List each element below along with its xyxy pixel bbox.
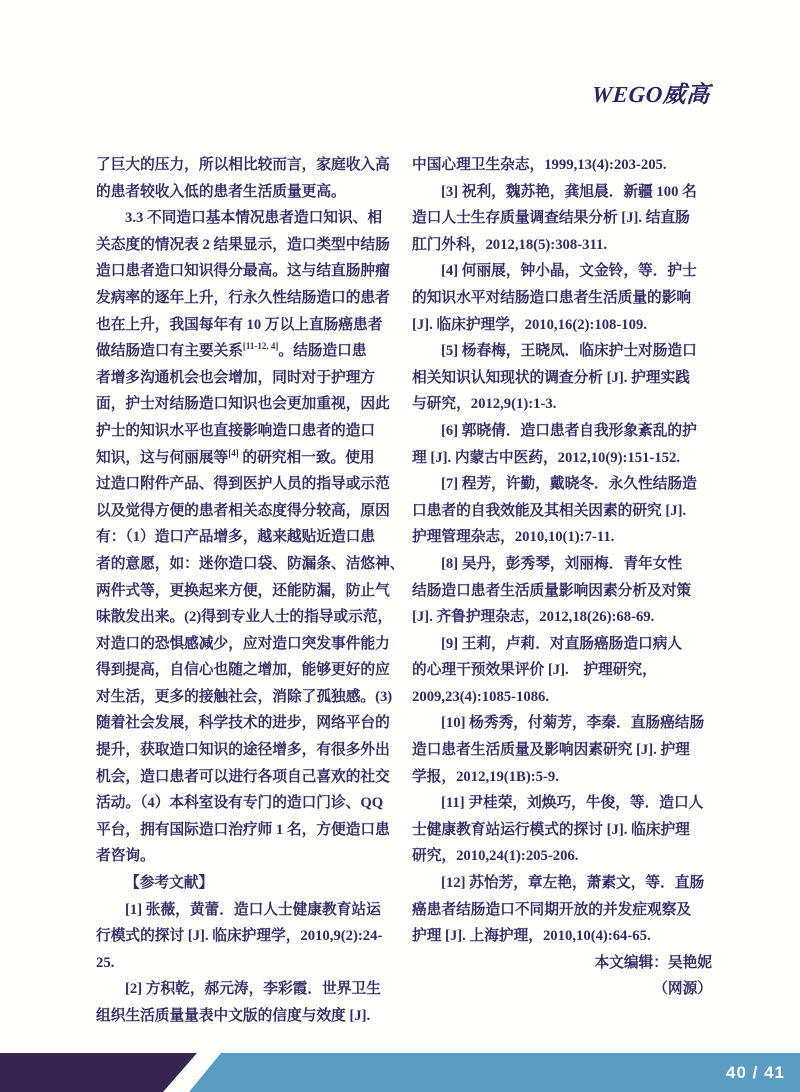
- text-line: 本文编辑：吴艳妮: [594, 954, 712, 971]
- left-text-column: [96, 152, 405, 1030]
- text-line: [5] 杨春梅，王晓凤．临床护士对肠造口: [441, 343, 697, 360]
- text-line: 士健康教育站运行模式的探讨 [J]. 临床护理: [412, 821, 690, 838]
- text-line: 肛门外科，2012,18(5):308-311.: [412, 236, 608, 253]
- citation-superscript: [4]: [228, 447, 239, 458]
- line-text: 。结肠造口患: [278, 343, 367, 360]
- text-line: [J]. 临床护理学，2010,16(2):108-109.: [412, 316, 647, 333]
- text-line: 研究，2010,24(1):205-206.: [412, 848, 579, 865]
- text-line: 关态度的情况表 2 结果显示，造口类型中结肠: [96, 236, 390, 253]
- text-line: 结肠造口患者生活质量影响因素分析及对策: [412, 582, 692, 599]
- text-line: 与研究，2012,9(1):1-3.: [412, 396, 557, 413]
- text-line: 造口患者生活质量及影响因素研究 [J]. 护理: [412, 742, 690, 759]
- text-line: 行模式的探讨 [J]. 临床护理学，2010,9(2):24-: [96, 928, 383, 945]
- text-line: [96, 338, 396, 365]
- text-line: 对造口的恐惧感减少，应对造口突发事件能力: [96, 635, 390, 652]
- text-line: 有：（1）造口产品增多，越来越贴近造口患: [96, 529, 376, 546]
- text-line: 平台，拥有国际造口治疗师 1 名，方便造口患: [96, 821, 390, 838]
- text-line: [6] 郭晓倩．造口患者自我形象紊乱的护: [441, 422, 697, 439]
- text-line: 的心理干预效果评价 [J]. 护理研究，: [412, 662, 657, 679]
- text-line: 2009,23(4):1085-1086.: [412, 688, 550, 705]
- text-line: 面，护士对结肠造口知识也会更加重视，因此: [96, 396, 390, 413]
- text-line: 提升，获取造口知识的途径增多，有很多外出: [96, 742, 390, 759]
- line-text: 的研究相一致。使用: [238, 449, 375, 466]
- footer-accent-purple: [0, 1053, 210, 1092]
- footer-bar: [0, 1053, 800, 1092]
- text-line: 了巨大的压力，所以相比较而言，家庭收入高: [96, 157, 390, 173]
- text-line: [11] 尹桂荣，刘焕巧，牛俊，等．造口人: [441, 795, 704, 812]
- text-line: 【参考文献】: [125, 875, 214, 892]
- text-line: 机会，造口患者可以进行各项自己喜欢的社交: [96, 768, 390, 785]
- text-line: 口患者的自我效能及其相关因素的研究 [J].: [412, 502, 687, 519]
- text-line: 者咨询。: [96, 848, 155, 865]
- page-number: 40 / 41: [726, 1062, 785, 1082]
- text-line: [4] 何丽展，钟小晶，文金铃，等．护士: [441, 263, 697, 280]
- text-line: 中国心理卫生杂志，1999,13(4):203-205.: [412, 157, 667, 173]
- text-line: 者的意愿，如：迷你造口袋、防漏条、洁悠神、: [96, 555, 405, 572]
- text-line: [2] 方积乾，郝元涛，李彩霞．世界卫生: [125, 981, 381, 998]
- text-line: 相关知识认知现状的调查分析 [J]. 护理实践: [412, 369, 690, 386]
- text-line: 造口人士生存质量调查结果分析 [J]. 结直肠: [412, 210, 690, 227]
- citation-superscript: [11-12, 4]: [242, 341, 279, 352]
- text-line: 发病率的逐年上升，行永久性结肠造口的患者: [96, 289, 390, 306]
- text-line: 者增多沟通机会也会增加，同时对于护理方: [96, 369, 376, 386]
- line-text: 知识，这与何丽展等: [96, 449, 229, 466]
- text-line: （网源）: [653, 981, 712, 998]
- text-line: 两件式等，更换起来方便，还能防漏，防止气: [96, 582, 390, 599]
- text-line: 护理 [J]. 上海护理，2010,10(4):64-65.: [412, 928, 651, 945]
- text-line: 组织生活质量量表中文版的信度与效度 [J].: [96, 1008, 371, 1024]
- text-line: [7] 程芳，许勤，戴晓冬．永久性结肠造: [441, 476, 697, 493]
- text-line: [96, 445, 396, 472]
- text-line: 学报，2012,19(1B):5-9.: [412, 768, 559, 785]
- text-line: [10] 杨秀秀，付菊芳，李秦．直肠癌结肠: [441, 715, 705, 732]
- text-line: 3.3 不同造口基本情况患者造口知识、相: [125, 210, 383, 227]
- text-line: 理 [J]. 内蒙古中医药，2012,10(9):151-152.: [412, 449, 681, 466]
- text-line: [J]. 齐鲁护理杂志，2012,18(26):68-69.: [412, 609, 655, 626]
- text-line: 25.: [96, 954, 115, 971]
- text-line: 对生活，更多的接触社会，消除了孤独感。(3): [96, 688, 393, 705]
- text-line: 护士的知识水平也直接影响造口患者的造口: [96, 422, 376, 439]
- text-line: 活动。（4）本科室设有专门的造口门诊、QQ: [96, 795, 384, 812]
- text-line: [3] 祝利，魏苏艳，龚旭晨．新疆 100 名: [441, 183, 697, 200]
- text-line: 以及觉得方便的患者相关态度得分较高，原因: [96, 502, 390, 519]
- text-line: [8] 吴丹，彭秀琴，刘丽梅．青年女性: [441, 555, 683, 572]
- text-line: [9] 王莉，卢莉．对直肠癌肠造口病人: [441, 635, 683, 652]
- text-line: 过造口附件产品、得到医护人员的指导或示范: [96, 476, 390, 493]
- text-line: 护理管理杂志，2010,10(1):7-11.: [412, 529, 615, 546]
- line-text: 做结肠造口有主要关系: [96, 343, 243, 360]
- right-text-column: [412, 152, 712, 1003]
- text-line: 随着社会发展，科学技术的进步，网络平台的: [96, 715, 390, 732]
- text-line: 造口患者造口知识得分最高。这与结直肠肿瘤: [96, 263, 390, 280]
- text-line: 的知识水平对结肠造口患者生活质量的影响: [412, 289, 692, 306]
- text-line: 得到提高，自信心也随之增加，能够更好的应: [96, 662, 390, 679]
- text-line: 的患者较收入低的患者生活质量更高。: [96, 183, 346, 200]
- text-line: [12] 苏怡芳，章左艳，萧素文，等．直肠: [441, 875, 705, 892]
- text-line: 也在上升，我国每年有 10 万以上直肠癌患者: [96, 316, 383, 333]
- text-line: 癌患者结肠造口不同期开放的并发症观察及: [412, 901, 692, 918]
- text-line: [1] 张薇，黄蕾．造口人士健康教育站运: [125, 901, 381, 918]
- wego-logo: WEGO威高: [590, 82, 711, 107]
- text-line: 味散发出来。(2)得到专业人士的指导或示范，: [96, 609, 393, 626]
